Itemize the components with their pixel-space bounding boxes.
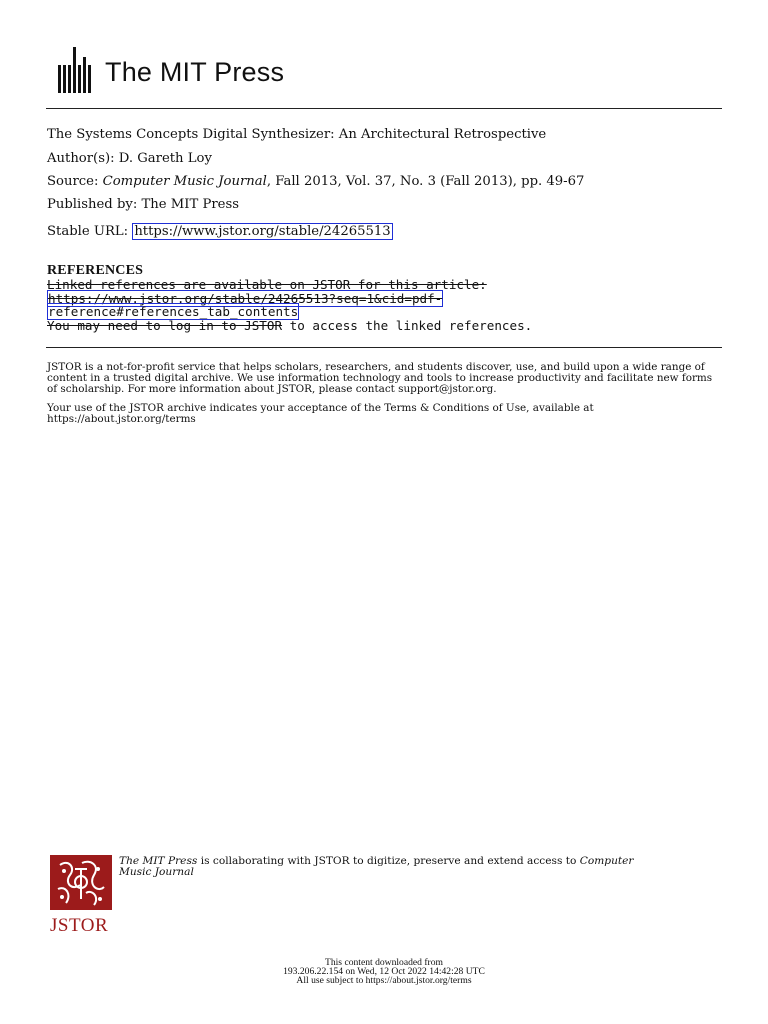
references-note-suffix: to access the linked references.: [282, 318, 533, 333]
references-intro: Linked references are available on JSTOR for this article:: [47, 277, 487, 292]
source-journal: Computer Music Journal: [102, 174, 267, 189]
article-publisher: [47, 196, 239, 214]
references-link-part2[interactable]: reference#references_tab_contents: [48, 304, 299, 319]
jstor-emblem-icon: [50, 855, 112, 910]
terms-notice-line1: Your use of the JSTOR archive indicates your acceptance of the Terms & Conditions of Use, available at: [47, 402, 594, 414]
terms-notice: [47, 403, 723, 425]
authors-value: D. Gareth Loy: [118, 151, 212, 166]
mit-press-logo: [58, 47, 284, 93]
collaboration-line2: [119, 867, 719, 878]
authors-label: Author(s):: [47, 151, 115, 166]
references-heading: REFERENCES: [47, 263, 144, 278]
article-authors: [47, 150, 212, 168]
terms-url[interactable]: https://about.jstor.org/terms: [47, 413, 196, 425]
collaboration-journal-part2: Music Journal: [119, 866, 194, 878]
references-divider: [46, 347, 722, 348]
collaboration-text: is collaborating with JSTOR to digitize, preserve and extend access to: [197, 855, 580, 867]
header-divider: [46, 108, 722, 109]
article-source: [47, 173, 584, 191]
jstor-wordmark: JSTOR: [50, 915, 109, 936]
references-link-line2[interactable]: [47, 305, 299, 319]
collaboration-publisher: The MIT Press: [119, 855, 198, 867]
footer-terms: All use subject to https://about.jstor.org/terms: [296, 975, 472, 986]
source-details: , Fall 2013, Vol. 37, No. 3 (Fall 2013), pp. 49-67: [266, 174, 585, 189]
collaboration-note: [119, 856, 719, 878]
references-note: [47, 319, 532, 333]
article-stable-url: [47, 223, 393, 241]
stable-url-link[interactable]: https://www.jstor.org/stable/24265513: [134, 224, 391, 239]
footer-ip-date: 193.206.22.154 on Wed, 12 Oct 2022 14:42:28 UTC: [283, 966, 485, 977]
mit-press-bars-icon: [58, 47, 93, 93]
source-label: Source:: [47, 174, 99, 189]
article-title: The Systems Concepts Digital Synthesizer: An Architectural Retrospective: [47, 127, 547, 142]
jstor-notice: JSTOR is a not-for-profit service that helps scholars, researchers, and students discover, use, and build upon a wide range of content in a trusted digital archive. We use information technology and tools to increase productivity and facilitate new forms of scholarship. For more information about JSTOR, please contact support@jstor.org.: [47, 361, 713, 395]
mit-press-logo-text: The MIT Press: [105, 56, 285, 87]
collaboration-line1: [119, 856, 719, 867]
footer-downloaded: This content downloaded from: [324, 957, 444, 968]
stable-url-label: Stable URL:: [47, 224, 129, 239]
published-label: Published by:: [47, 197, 138, 212]
references-note-prefix: You may need to log in to JSTOR: [47, 318, 283, 333]
published-value: The MIT Press: [141, 197, 239, 212]
references-link-part1[interactable]: https://www.jstor.org/stable/24265513?seq=1&cid=pdf-: [48, 291, 443, 306]
collaboration-journal-part1: Computer: [579, 855, 634, 867]
jstor-logo: [50, 855, 114, 935]
